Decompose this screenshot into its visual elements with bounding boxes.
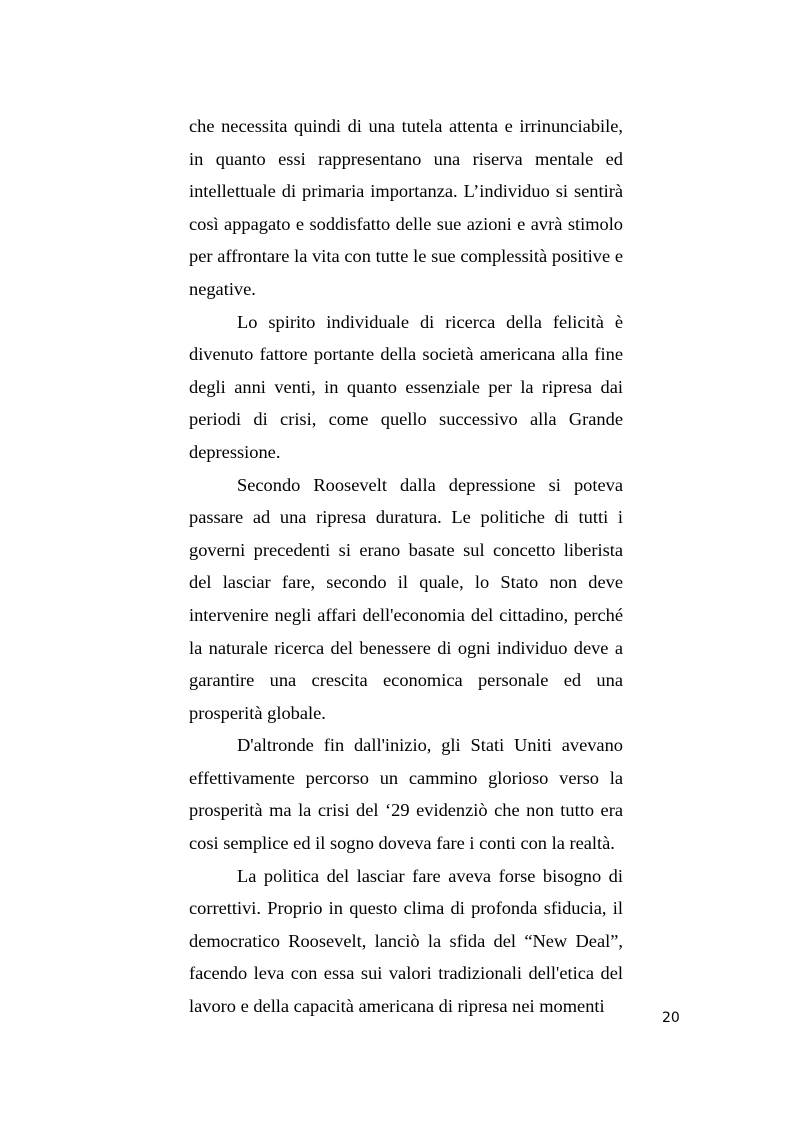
page-number: 20 xyxy=(662,1010,680,1026)
paragraph-1: che necessita quindi di una tutela attenta e irrinunciabile, in quanto essi rappresentano una riserva mentale ed intellettuale di primaria importanza. L’individuo si sentirà così appagato e soddisfatto delle sue azioni e avrà stimolo per affrontare la vita con tutte le sue complessità positive e negative. xyxy=(189,116,623,299)
body-text xyxy=(189,110,623,1023)
paragraph-3: Secondo Roosevelt dalla depressione si poteva passare ad una ripresa duratura. Le politiche di tutti i governi precedenti si erano basate sul concetto liberista del lasciar fare, secondo il quale, lo Stato non deve intervenire negli affari dell'economia del cittadino, perché la naturale ricerca del benessere di ogni individuo deve a garantire una crescita economica personale ed una prosperità globale. xyxy=(189,474,623,723)
paragraph-2: Lo spirito individuale di ricerca della felicità è divenuto fattore portante della società americana alla fine degli anni venti, in quanto essenziale per la ripresa dai periodi di crisi, come quello successivo alla Grande depressione. xyxy=(189,311,623,462)
paragraph-4: D'altronde fin dall'inizio, gli Stati Uniti avevano effettivamente percorso un cammino glorioso verso la prosperità ma la crisi del ‘29 evidenziò che non tutto era cosi semplice ed il sogno doveva fare i conti con la realtà. xyxy=(189,735,623,854)
paragraph-5: La politica del lasciar fare aveva forse bisogno di correttivi. Proprio in questo clima di profonda sfiducia, il democratico Roosevelt, lanciò la sfida del “New Deal”, facendo leva con essa sui valori tradizionali dell'etica del lavoro e della capacità americana di ripresa nei momenti xyxy=(189,865,623,1017)
